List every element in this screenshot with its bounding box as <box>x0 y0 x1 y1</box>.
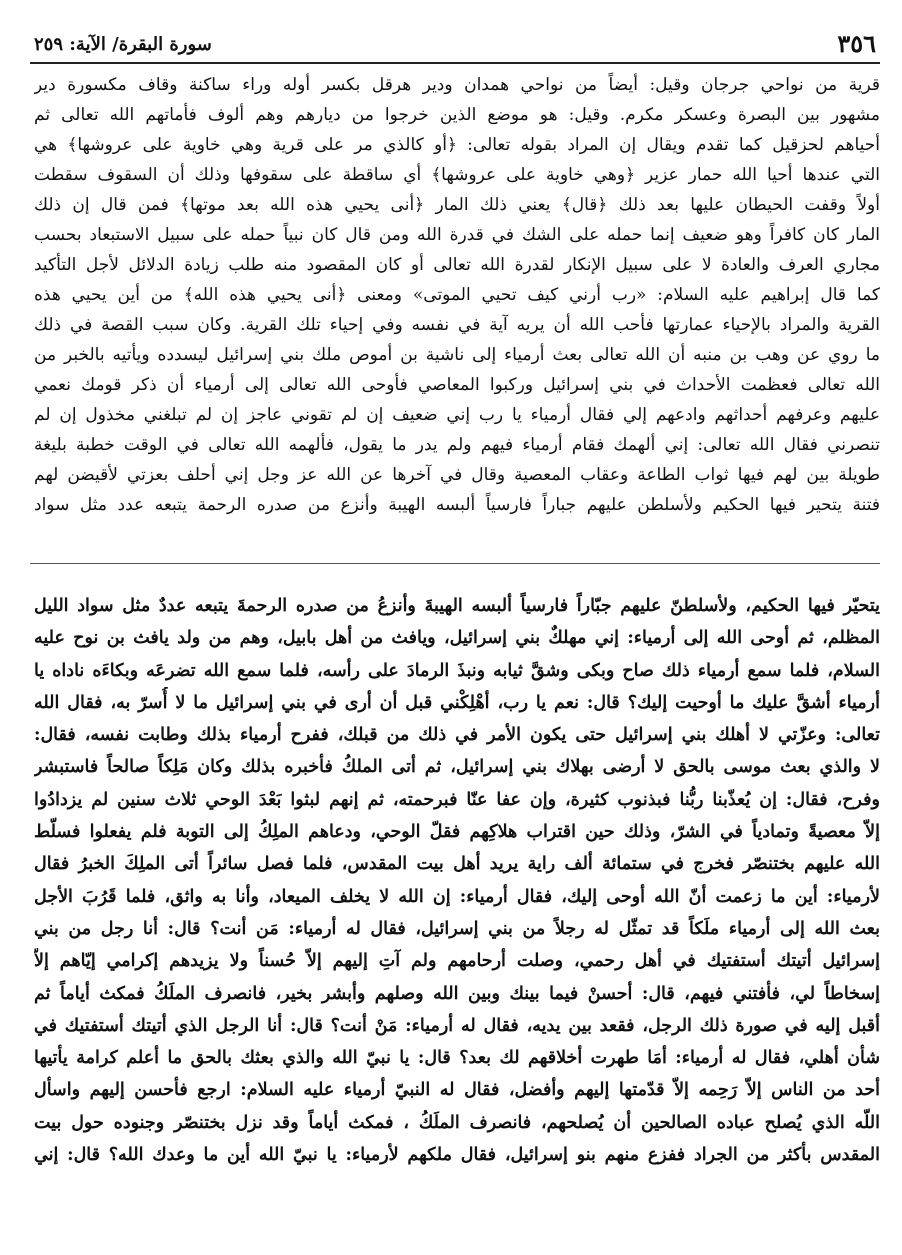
footnote-line: لأرمياء: أين ما زعمت أنّ الله أوحى إليك، فقال أرمياء: إن الله لا يخلف الميعاد، وأنا به واثق، فلما قَرُبَ الأجل <box>34 886 880 907</box>
footnote-line: المقدس بأكثر من الجراد ففزع منهم بنو إسرائيل، فقال ملكهم لأرمياء: يا نبيّ الله أين ما وعدك الله؟ قال: إني <box>34 1145 880 1166</box>
footnote-line: لا والذي بعث موسى بالحق لا أرضى بهلاك بني إسرائيل، ثم أتى الملكُ فأخبره بذلك وكان مَلِكاً صالحاً فاستبشر <box>34 757 880 778</box>
commentary-line: قرية من نواحي جرجان وقيل: أيضاً من نواحي همدان ودير هرقل بكسر أوله وراء ساكنة وقاف مكسورة دير <box>34 75 880 95</box>
footnote-line: أرمياء أشقَّ عليك ما أوحيت إليك؟ قال: نعم يا رب، أهْلِكْني قبل أن أرى في بني إسرائيل ما لا أُسرّ به، فقال الله <box>34 692 880 713</box>
running-head: سورة البقرة/ الآية: ٢٥٩ <box>34 34 212 55</box>
footnote-line: بعث الله إلى أرمياء ملَكاً قد تمثّل له رجلاً من بني إسرائيل، فقال له أرمياء: مَن أنت؟ قال: أنا رجل من بني <box>34 918 880 939</box>
commentary-line: مجاري العرف والعادة لا على سبيل الإنكار لقدرة الله تعالى أو كان المقصود منه طلب زيادة الدلائل لأجل التأكيد <box>34 255 880 275</box>
commentary-line: طويلة بين لهم فيها ثواب الطاعة وعقاب المعصية وقال في آخرها عن الله عز وجل إني أحلف بعزتي لأقيضن لهم <box>34 465 880 485</box>
header-rule <box>30 62 880 64</box>
footnote-line: أحد من الناس إلاّ رَحِمه إلاّ قدّمتها إليهم وأفضل، فقال له النبيّ أرمياء عليه السلام: ارجع فأحسن إليهم واسأل <box>34 1080 880 1101</box>
page-number: ٣٥٦ <box>837 29 876 58</box>
footnote-line: السلام، فلما سمع أرمياء ذلك صاح وبكى وشقَّ ثيابه ونبذَ الرمادَ على رأسه، فلما سمع الله تضرعَه وبكاءَه ناداه يا <box>34 660 880 681</box>
footnote-text <box>34 590 880 1171</box>
page-header <box>30 30 880 58</box>
footnote-separator <box>30 563 880 564</box>
footnote-line: اللّه الذي يُصلح عباده الصالحين أن يُصلحهم، فانصرف الملَكُ ، فمكث أياماً وقد نزل بختنصّر وجنوده حول بيت <box>34 1112 880 1133</box>
footnote-line: تعالى: وعزّتي لا أهلك بني إسرائيل حتى يكون الأمر في ذلك من قبلك، ففرح أرمياء بذلك وطابت نفسه، فقال: <box>34 725 880 746</box>
footnote-line: المظلم، ثم أوحى الله إلى أرمياء: إني مهلكٌ بني إسرائيل، ويافث من أهل بابيل، وهم من ولد يافث بن نوح عليه <box>34 628 880 649</box>
commentary-line: أولاً وقفت الحيطان عليها بعد ذلك ﴿قال﴾ يعني ذلك المار ﴿أنى يحيي هذه الله بعد موتها﴾ فمن قال إن ذلك <box>34 195 880 215</box>
commentary-line: كما قال إبراهيم عليه السلام: «رب أرني كيف تحيي الموتى» ومعنى ﴿أنى يحيي هذه الله﴾ من أين يحيي هذه <box>34 285 880 305</box>
commentary-line: مشهور بين البصرة وعسكر مكرم. وقيل: هو موضع الذين خرجوا من ديارهم وهم ألوف فأماتهم الله تعالى ثم <box>34 105 880 125</box>
commentary-line: القرية والمراد بالإحياء عمارتها فأحب الله أن يريه آية في نفسه وفي إحياء تلك القرية. وكان سبب القصة في ذلك <box>34 315 880 335</box>
footnote-line: يتحيّر فيها الحكيم، ولأسلطنّ عليهم جبّاراً فارسياً ألبسه الهيبةَ وأنزعُ من صدره الرحمةَ يتبعه عددٌ مثل سواد الليل <box>34 596 880 616</box>
commentary-line: عليهم وعرفهم أحداثهم وادعهم إلي فقال أرمياء يا رب إني ضعيف إن لم تقوني عاجز إن لم تبلغني مخذول إن لم <box>34 405 880 425</box>
commentary-text <box>34 70 880 520</box>
commentary-line: الله تعالى فعظمت الأحداث في بني إسرائيل وركبوا المعاصي فأوحى الله تعالى إلى أرمياء أن ذكر قومك نعمي <box>34 375 880 395</box>
footnote-line: إسخاطاً لي، فأفتني فيهم، قال: أحسنْ فيما بينك وبين الله وصلهم وأبشر بخير، فانصرف الملَكُ فمكث أياماً ثم <box>34 983 880 1004</box>
footnote-line: وفرح، فقال: إن يُعذّبنا ربُّنا فبذنوب كثيرة، وإن عفا عنّا فبرحمته، ثم إنهم لبثوا بَعْدَ الوحي ثلاث سنين لم يزدادُوا <box>34 789 880 810</box>
footnote-line: أقبل إليه في صورة ذلك الرجل، فقعد بين يديه، فقال له أرمياء: مَنْ أنت؟ قال: أنا الرجل الذي أتيتك أستفتيك في <box>34 1015 880 1036</box>
footnote-line: شأن أهلي، فقال له أرمياء: أمَا طهرت أخلاقهم لك بعد؟ قال: يا نبيّ الله والذي بعثك بالحق ما أعلم كرامة يأتيها <box>34 1048 880 1069</box>
commentary-line: ما روي عن وهب بن منبه أن الله تعالى بعث أرمياء إلى ناشية بن أموص ملك بني إسرائيل ليسدده ويأتيه بالخبر من <box>34 345 880 365</box>
commentary-line: أحياهم لحزقيل كما تقدم ويقال إن المراد بقوله تعالى: ﴿أو كالذي مر على قرية وهي خاوية على عروشها﴾ هي <box>34 135 880 155</box>
commentary-line: تنصرني فقال الله تعالى: إني ألهمك فقام أرمياء فيهم ولم يدر ما يقول، فألهمه الله تعالى في الوقت خطبة بليغة <box>34 435 880 455</box>
footnote-line: إسرائيل أتيتك أستفتيك في أهل رحمي، وصلت أرحامهم ولم آتِ إليهم إلاّ حُسناً ولا يزيدهم إكرامي إيّاهم إلاّ <box>34 951 880 972</box>
footnote-line: الله عليهم بختنصّر فخرج في ستمائة ألف راية يريد أهل بيت المقدس، فلما فصل سائراً أتى الملِكَ الخبرُ فقال <box>34 854 880 875</box>
footnote-line: إلاّ معصيةً وتمادياً في الشرّ، وذلك حين اقتراب هلاكِهم فقلّ الوحي، ودعاهم الملِكُ إلى التوبة فلم يفعلوا فسلّط <box>34 822 880 843</box>
commentary-line: المار كان كافراً وهو ضعيف إنما حمله على الشك في قدرة الله ومن قال كان نبياً حمله على سبيل الاستبعاد بحسب <box>34 225 880 245</box>
commentary-line: التي عندها أحيا الله حمار عزير ﴿وهي خاوية على عروشها﴾ أي ساقطة على سقوفها وذلك أن السقوف سقطت <box>34 165 880 185</box>
commentary-line: فتنة يتحير فيها الحكيم ولأسلطن عليهم جباراً فارسياً ألبسه الهيبة وأنزع من صدره الرحمة يتبعه عدد مثل سواد <box>34 495 880 515</box>
